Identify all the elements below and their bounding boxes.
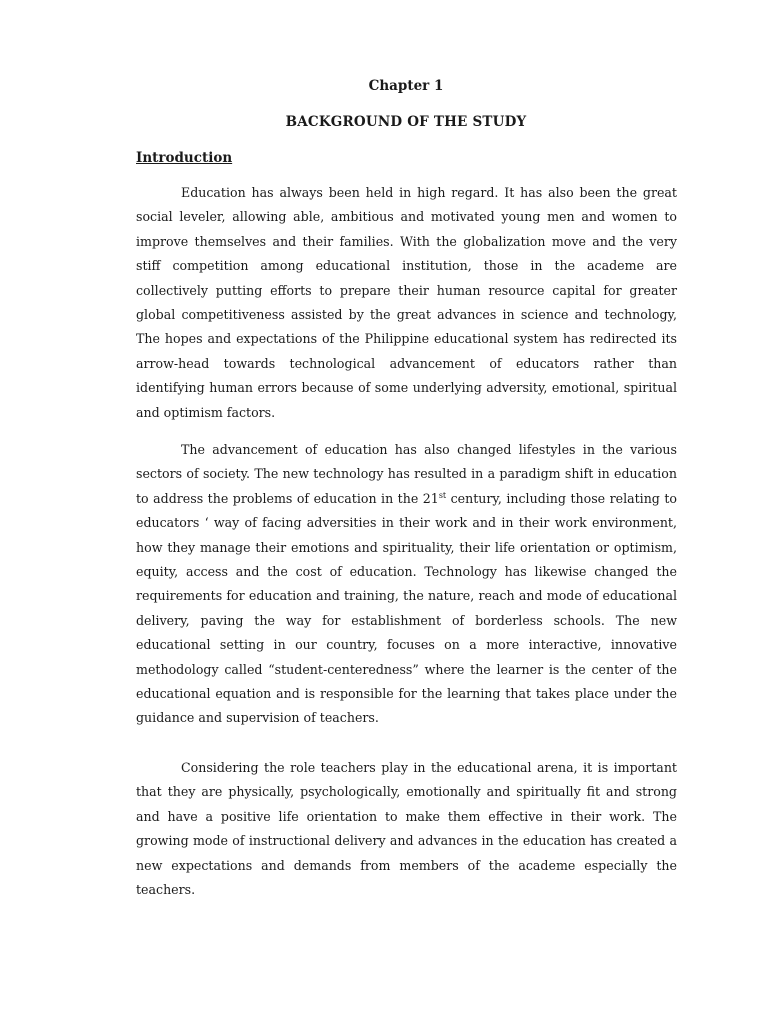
document-title: BACKGROUND OF THE STUDY <box>285 114 527 130</box>
ordinal-superscript: st <box>438 490 447 500</box>
paragraph-2-text-after: century, including those relating to educators ‘ way of facing adversities in their work and in their work environment, how they manage their emotions and spirituality, their life orientation or optimism, equity, access and the cost of education. Technology has likewise changed the requirements for education and training, the nature, reach and mode of educational delivery, paving the way for establishment of borderless schools. The new educational setting in our country, focuses on a more interactive, innovative methodology called “student-centeredness” where the learner is the center of the educational equation and is responsible for the learning that takes place under the guidance and supervision of teachers. <box>136 490 678 726</box>
paragraph-1: Education has always been held in high regard. It has also been the great social leveler, allowing able, ambitious and motivated young men and women to improve themselves and their families. With the globalization move and the very stiff competition among educational institution, those in the academe are collectively putting efforts to prepare their human resource capital for greater global competitiveness assisted by the great advances in science and technology, The hopes and expectations of the Philippine educational system has redirected its arrow-head towards technological advancement of educators rather than identifying human errors because of some underlying adversity, emotional, spiritual and optimism factors. <box>136 185 677 420</box>
paragraph-2-text-before: The advancement of education has also changed lifestyles in the various sectors of society. The new technology has resulted in a paradigm shift in education to address the problems of education in the 21 <box>136 442 677 506</box>
chapter-label: Chapter 1 <box>368 78 444 94</box>
section-heading: Introduction <box>136 150 233 166</box>
paragraph-3: Considering the role teachers play in the educational arena, it is important that they are physically, psychologically, emotionally and spiritually fit and strong and have a positive life orientation to make them effective in their work. The growing mode of instructional delivery and advances in the education has created a new expectations and demands from members of the academe especially the teachers. <box>136 760 677 898</box>
paragraph-2 <box>136 438 677 731</box>
